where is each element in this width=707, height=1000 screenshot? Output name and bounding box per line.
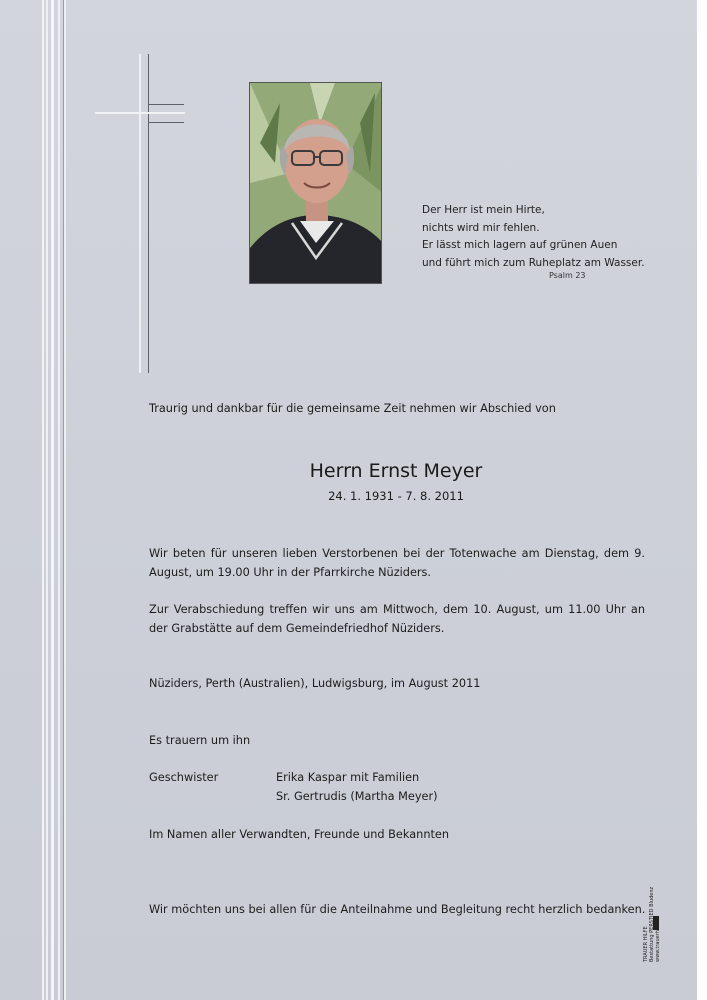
psalm-line: nichts wird mir fehlen. xyxy=(422,221,540,234)
psalm-quote xyxy=(422,202,645,272)
logo-line: Bestattung PERSTIED Bludenz xyxy=(649,886,655,962)
intro-text: Traurig und dankbar für die gemeinsame Zeit nehmen wir Abschied von xyxy=(149,402,556,415)
mourners-closing: Im Namen aller Verwandten, Freunde und Bekannten xyxy=(149,828,450,841)
psalm-line: Der Herr ist mein Hirte, xyxy=(422,204,545,216)
portrait-image xyxy=(250,83,382,284)
psalm-reference: Psalm 23 xyxy=(549,271,586,280)
wake-paragraph: Wir beten für unseren lieben Verstorbenen bei der Totenwache am Dienstag, dem 9. August, um 19.00 Uhr in der Pfarrkirche Nüziders. xyxy=(149,547,645,579)
thanks-text: Wir möchten uns bei allen für die Anteilnahme und Begleitung recht herzlich bedanken. xyxy=(149,903,646,916)
logo-line: www.trauerhilfe.at xyxy=(655,915,661,962)
farewell-paragraph: Zur Verabschiedung treffen wir uns am Mittwoch, dem 10. August, um 11.00 Uhr an der Grabstätte auf dem Gemeindefriedhof Nüziders. xyxy=(149,603,645,635)
portrait-photo xyxy=(249,82,382,284)
logo-line: TRAUER HILFE xyxy=(643,926,649,962)
mourner-entry: Sr. Gertrudis (Martha Meyer) xyxy=(276,790,438,803)
mourners-group-label: Geschwister xyxy=(149,771,219,784)
deceased-dates: 24. 1. 1931 - 7. 8. 2011 xyxy=(328,489,464,503)
mourners-intro: Es trauern um ihn xyxy=(149,734,251,747)
place-date: Nüziders, Perth (Australien), Ludwigsburg, im August 2011 xyxy=(149,677,481,690)
psalm-line: Er lässt mich lagern auf grünen Auen xyxy=(422,239,618,251)
funeral-home-logo xyxy=(643,872,671,962)
mourner-entry: Erika Kaspar mit Familien xyxy=(276,771,420,784)
psalm-line: und führt mich zum Ruheplatz am Wasser. xyxy=(422,256,645,269)
deceased-name: Herrn Ernst Meyer xyxy=(309,460,483,482)
